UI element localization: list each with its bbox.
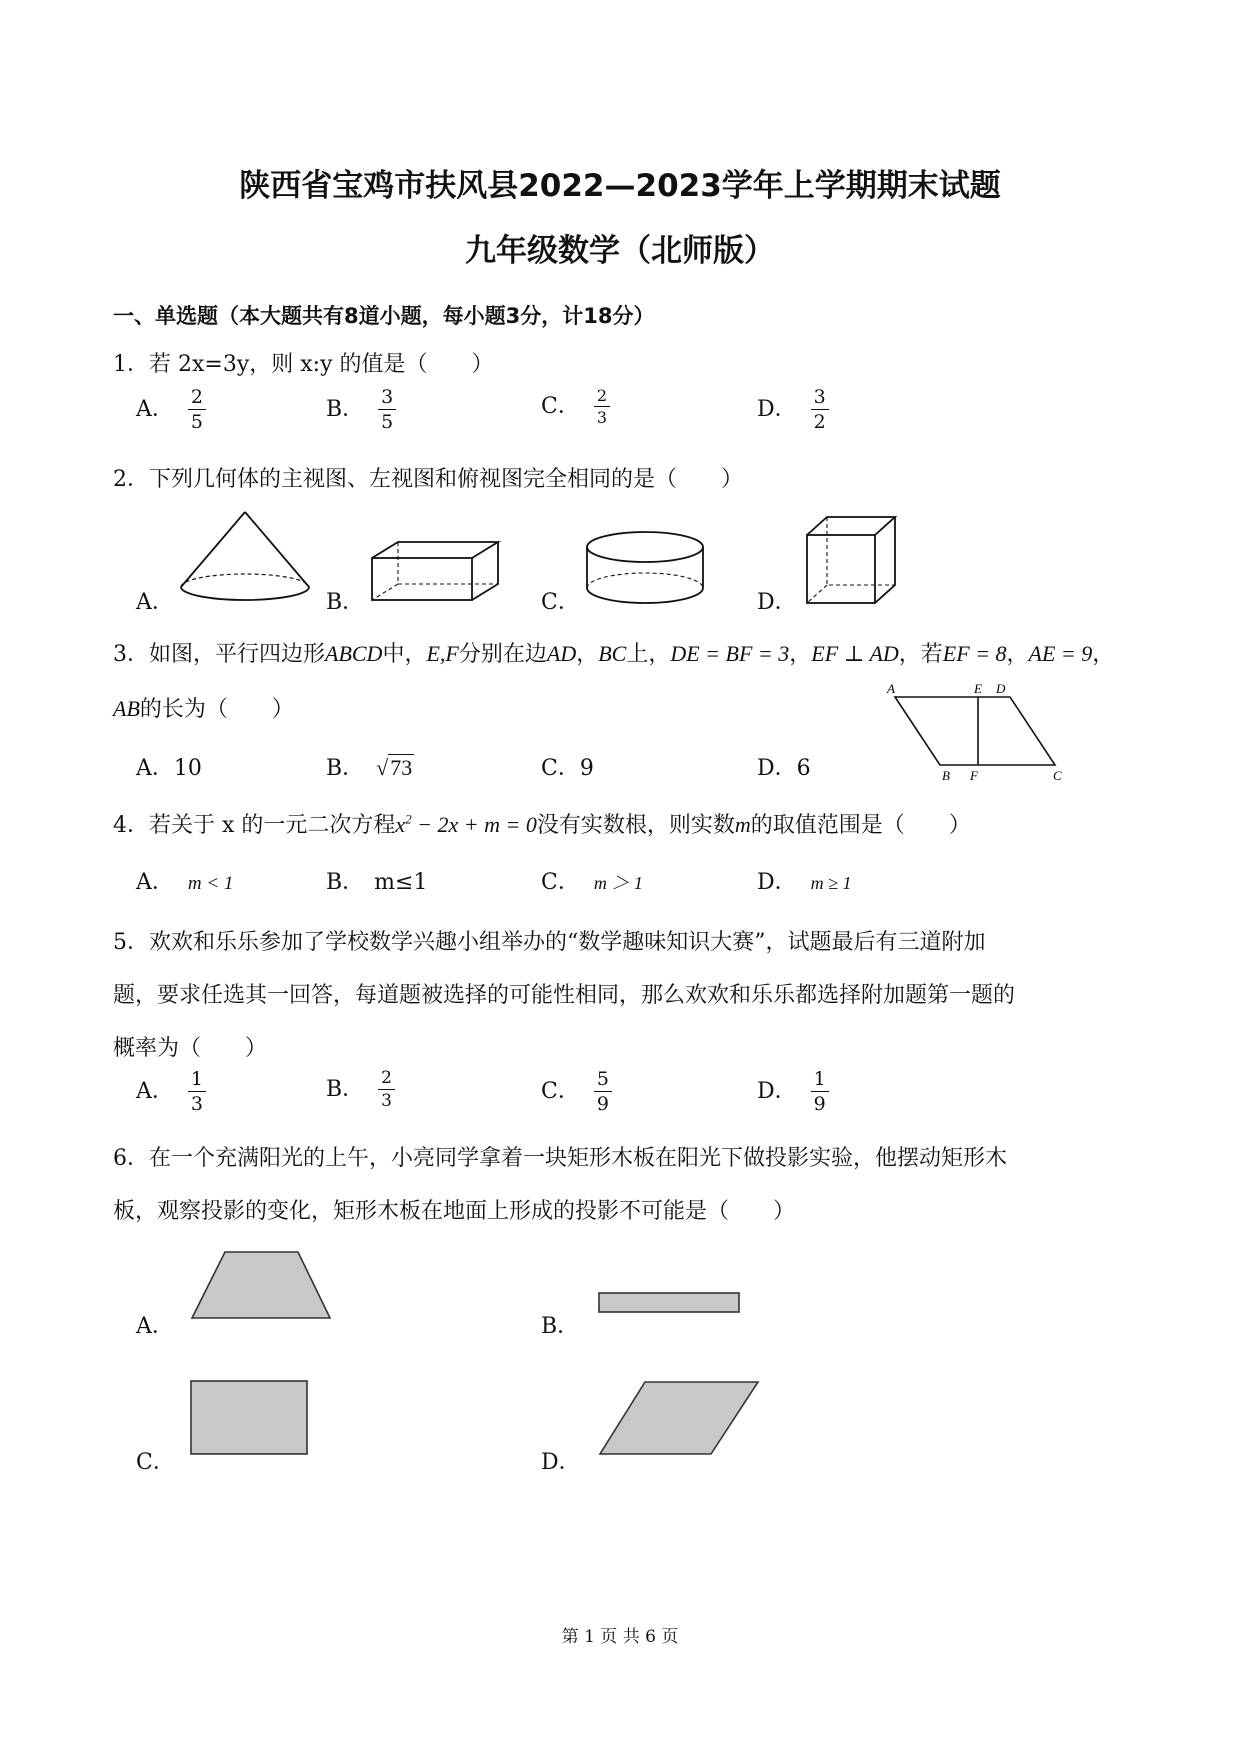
q3-option-d: D．6	[757, 756, 811, 781]
q3-stem-line1: 3．如图，平行四边形ABCD中，E,F分别在边AD，BC上，DE = BF = 3，EF ⊥ AD，若EF = 8，AE = 9，	[113, 641, 1115, 667]
parallelogram-icon	[598, 1380, 763, 1460]
cone-icon	[178, 510, 318, 605]
page-title: 陕西省宝鸡市扶风县2022—2023学年上学期期末试题	[239, 168, 1001, 204]
cylinder-icon	[585, 530, 710, 610]
q2-label-b: B．	[326, 590, 365, 615]
q6-stem-line1: 6．在一个充满阳光的上午，小亮同学拿着一块矩形木板在阳光下做投影实验，他摆动矩形木	[113, 1146, 1008, 1171]
q3-option-c: C．9	[541, 756, 594, 781]
q3-stem-line2: AB的长为（ ）	[113, 696, 294, 722]
label-c: C	[1053, 768, 1062, 783]
q4-stem: 4．若关于 x 的一元二次方程$x^2 - 2x + m = 0$没有实数根，则实数m的取值范围是（ ）	[113, 811, 971, 838]
q1-option-c: C． $\frac{2}{3}$	[541, 388, 610, 426]
q1-stem: 1．若 2x=3y，则 x:y 的值是（ ）	[113, 352, 494, 377]
parallelogram-figure	[880, 680, 1080, 790]
page-subtitle: 九年级数学（北师版）	[465, 233, 775, 269]
q1-option-b: B． $\frac{3}{5}$	[326, 388, 396, 432]
q5-option-d: D． $\frac{1}{9}$	[757, 1070, 829, 1114]
q6-label-d: D．	[541, 1450, 581, 1475]
label-f: F	[970, 768, 978, 783]
q2-stem: 2．下列几何体的主视图、左视图和俯视图完全相同的是（ ）	[113, 467, 743, 492]
q5-stem-line1: 5．欢欢和乐乐参加了学校数学兴趣小组举办的“数学趣味知识大赛”，试题最后有三道附加	[113, 930, 986, 955]
q5-option-a: A． $\frac{1}{3}$	[136, 1070, 206, 1114]
section-heading: 一、单选题（本大题共有8道小题，每小题3分，计18分）	[113, 304, 655, 328]
q6-label-b: B．	[541, 1314, 580, 1339]
q2-label-d: D．	[757, 590, 797, 615]
label-d: D	[996, 681, 1006, 696]
q6-label-a: A．	[136, 1314, 174, 1339]
cuboid-icon	[370, 540, 510, 610]
q6-stem-line2: 板，观察投影的变化，矩形木板在地面上形成的投影不可能是（ ）	[113, 1199, 796, 1224]
q3-option-a: A．10	[136, 756, 202, 781]
trapezoid-icon	[190, 1250, 335, 1325]
thin-rectangle-icon	[598, 1292, 743, 1317]
label-e: E	[974, 681, 982, 696]
q5-stem-line2: 题，要求任选其一回答，每道题被选择的可能性相同，那么欢欢和乐乐都选择附加题第一题的	[113, 983, 1016, 1008]
page-footer: 第 1 页 共 6 页	[561, 1627, 679, 1647]
q4-option-d: D． m ≥ 1	[757, 870, 852, 895]
q5-stem-line3: 概率为（ ）	[113, 1036, 268, 1061]
q4-option-b: B． m≤1	[326, 870, 428, 895]
q4-option-a: A． m < 1	[136, 870, 234, 895]
cube-icon	[805, 515, 915, 610]
q2-label-a: A．	[136, 590, 174, 615]
rectangle-icon	[190, 1380, 310, 1460]
q5-option-b: B． $\frac{2}{3}$	[326, 1070, 395, 1110]
q5-option-c: C． $\frac{5}{9}$	[541, 1070, 612, 1114]
q1-option-d: D． $\frac{3}{2}$	[757, 388, 829, 432]
q1-option-a: A． $\frac{2}{5}$	[136, 388, 206, 432]
q3-option-b: B． √73	[326, 755, 413, 781]
q6-label-c: C．	[136, 1450, 175, 1475]
q4-option-c: C． m ＞ 1	[541, 870, 643, 895]
label-a: A	[887, 681, 895, 696]
label-b: B	[942, 768, 950, 783]
q2-label-c: C．	[541, 590, 580, 615]
